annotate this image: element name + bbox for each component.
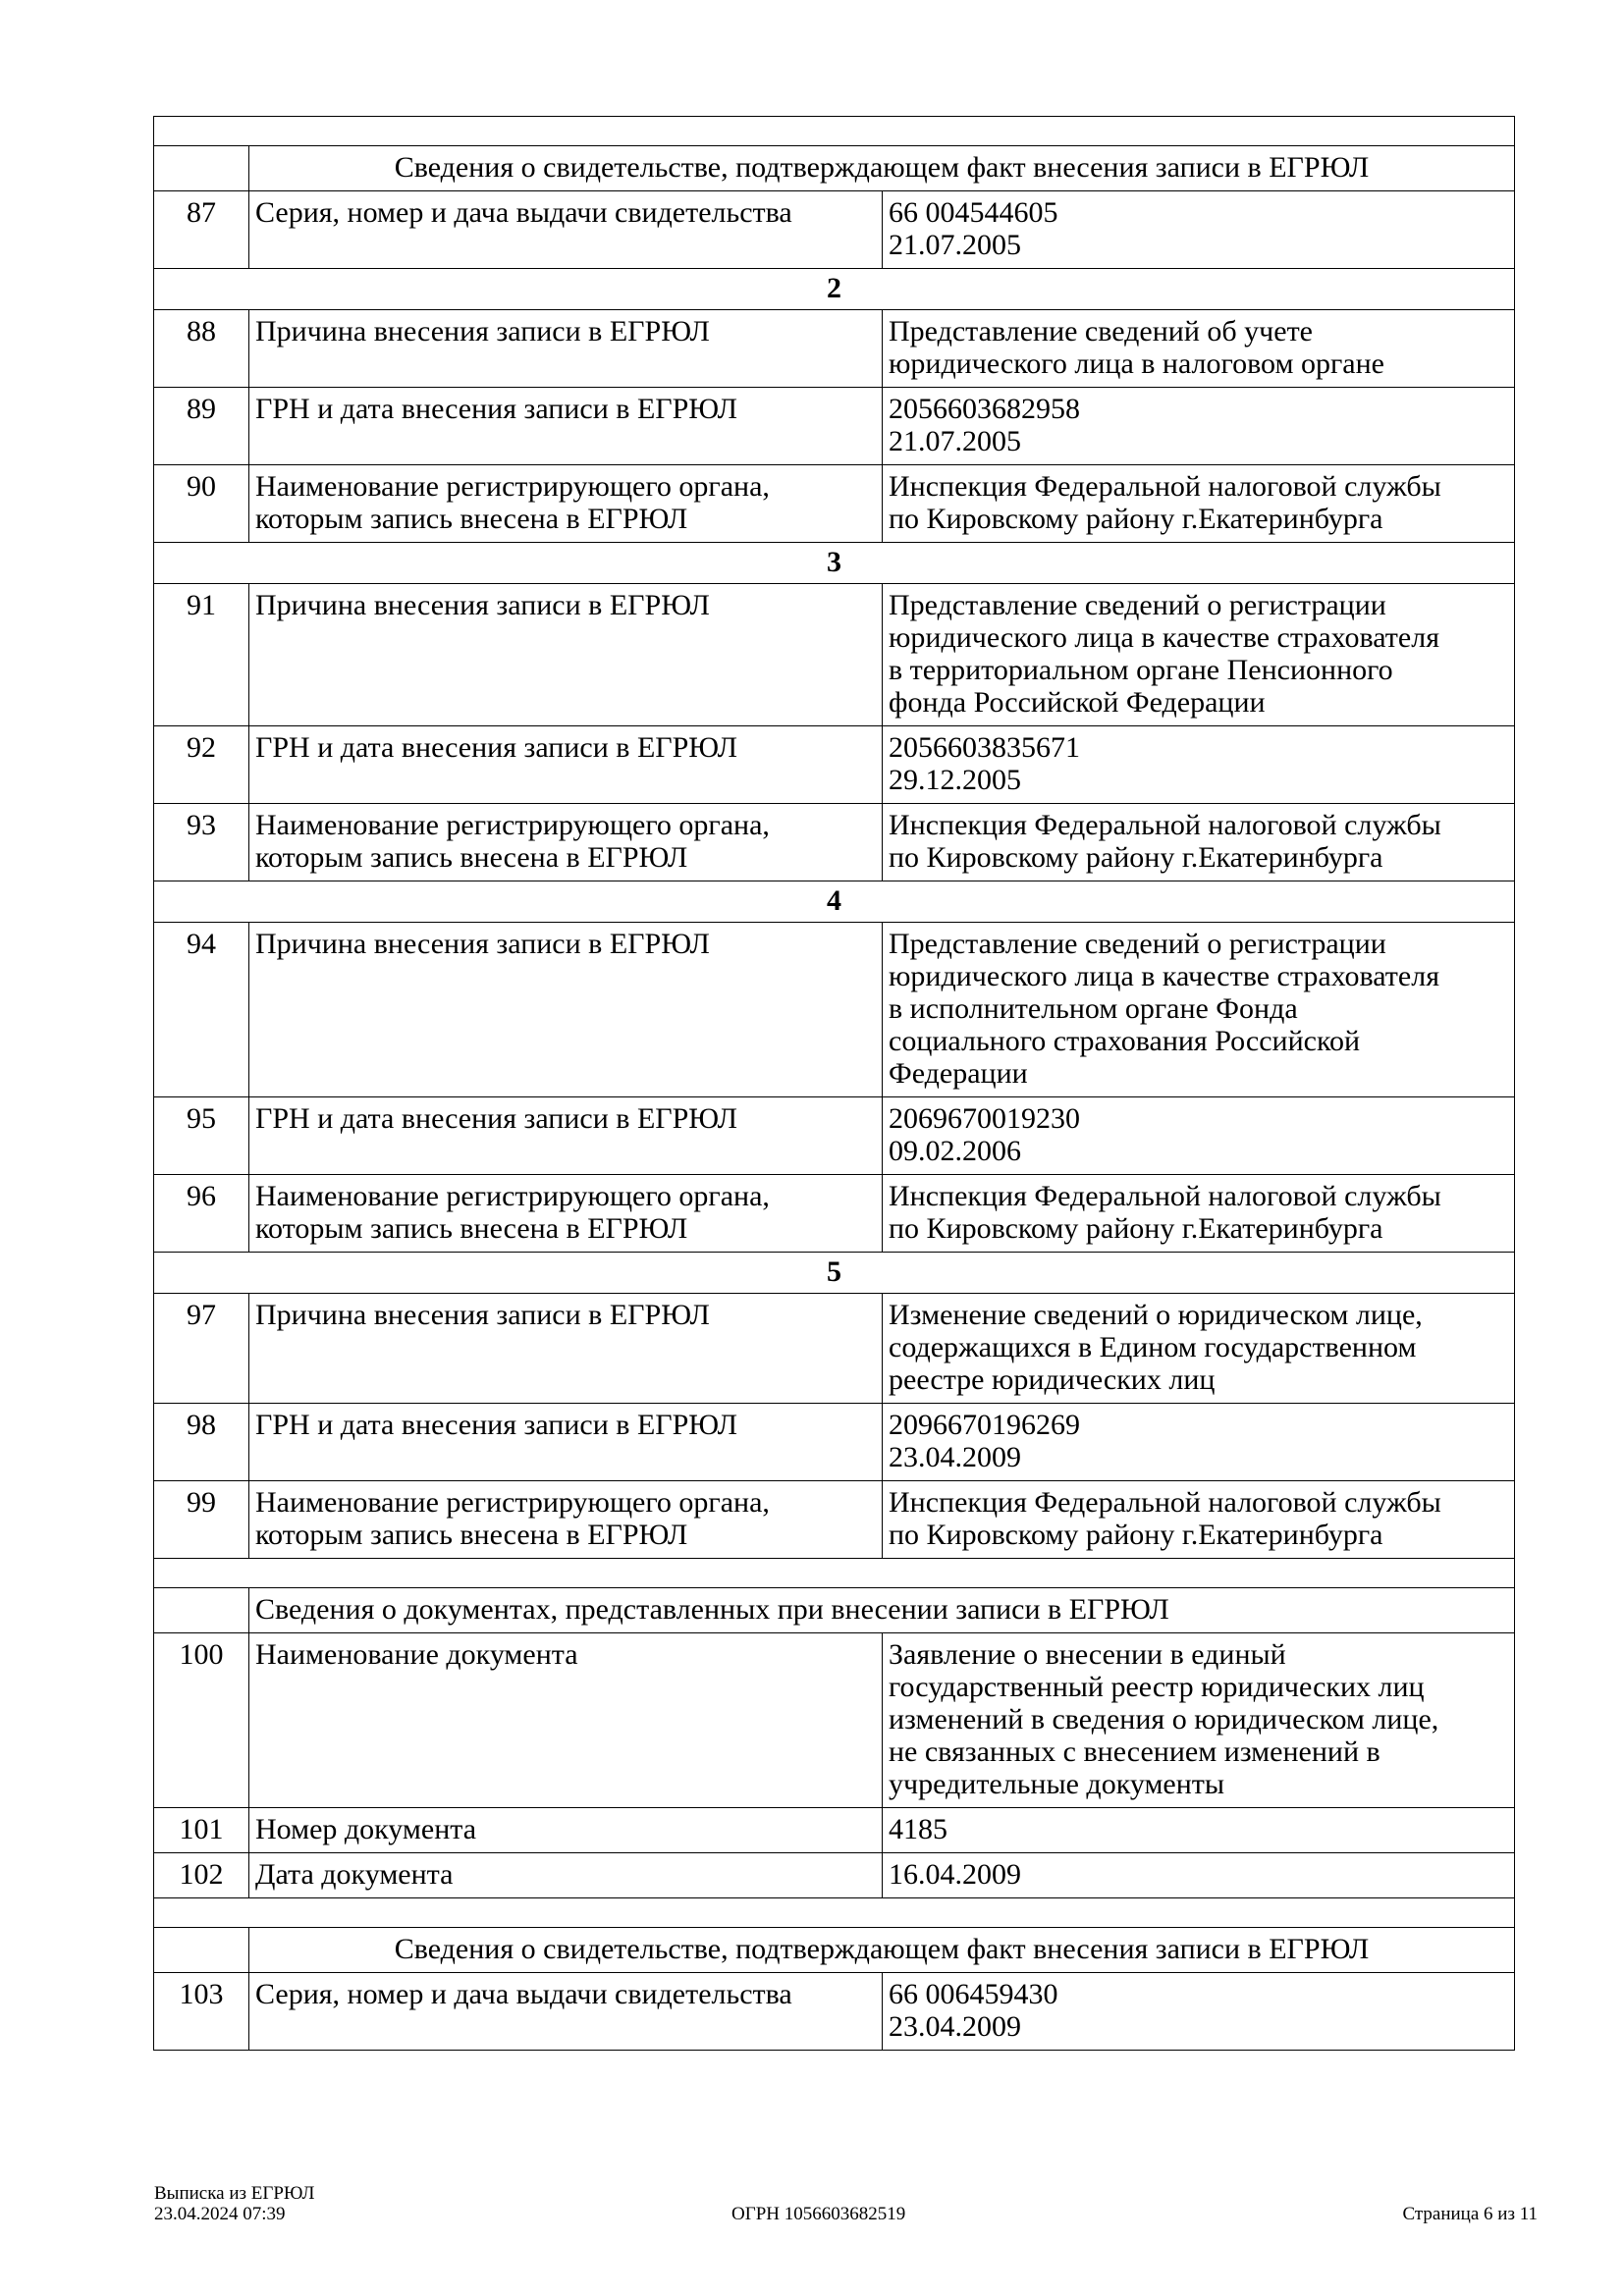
field-label: Серия, номер и дача выдачи свидетельства — [249, 1973, 883, 2051]
spacer-row — [154, 1898, 1515, 1928]
field-value: Изменение сведений о юридическом лице, содержащихся в Едином государственном реестре юридических лиц — [883, 1294, 1515, 1404]
field-label: Наименование регистрирующего органа, которым запись внесена в ЕГРЮЛ — [249, 804, 883, 881]
row-number: 90 — [154, 465, 249, 543]
table-row — [154, 191, 1515, 269]
row-number: 87 — [154, 191, 249, 269]
row-number: 100 — [154, 1633, 249, 1808]
field-label: ГРН и дата внесения записи в ЕГРЮЛ — [249, 1097, 883, 1175]
table-row — [154, 584, 1515, 726]
field-value: 2069670019230 09.02.2006 — [883, 1097, 1515, 1175]
field-label: Наименование документа — [249, 1633, 883, 1808]
table-row — [154, 1097, 1515, 1175]
section-header-num-cell — [154, 1588, 249, 1633]
field-value: Инспекция Федеральной налоговой службы по Кировскому району г.Екатеринбурга — [883, 465, 1515, 543]
record-group-number: 3 — [154, 543, 1515, 584]
table-row — [154, 923, 1515, 1097]
table-row — [154, 1481, 1515, 1559]
field-value: 66 004544605 21.07.2005 — [883, 191, 1515, 269]
section-header-num-cell — [154, 146, 249, 191]
row-number: 98 — [154, 1404, 249, 1481]
field-value: 16.04.2009 — [883, 1853, 1515, 1898]
footer-left — [154, 2183, 314, 2224]
field-label: Наименование регистрирующего органа, которым запись внесена в ЕГРЮЛ — [249, 465, 883, 543]
table-row — [154, 1294, 1515, 1404]
section-header-title: Сведения о свидетельстве, подтверждающем факт внесения записи в ЕГРЮЛ — [249, 146, 1515, 191]
field-value: Представление сведений о регистрации юридического лица в качестве страхователя в территориальном органе Пенсионного фонда Российской Федерации — [883, 584, 1515, 726]
record-group-number: 2 — [154, 269, 1515, 310]
row-number: 93 — [154, 804, 249, 881]
field-label: Наименование регистрирующего органа, которым запись внесена в ЕГРЮЛ — [249, 1481, 883, 1559]
spacer-cell — [154, 1898, 1515, 1928]
row-number: 92 — [154, 726, 249, 804]
field-label: Причина внесения записи в ЕГРЮЛ — [249, 1294, 883, 1404]
spacer-cell — [154, 1559, 1515, 1588]
field-value: Инспекция Федеральной налоговой службы по Кировскому району г.Екатеринбурга — [883, 1481, 1515, 1559]
field-label: ГРН и дата внесения записи в ЕГРЮЛ — [249, 388, 883, 465]
field-value: 2056603835671 29.12.2005 — [883, 726, 1515, 804]
table-row — [154, 804, 1515, 881]
table-row — [154, 726, 1515, 804]
record-group-number: 5 — [154, 1253, 1515, 1294]
row-number: 101 — [154, 1808, 249, 1853]
table-row — [154, 388, 1515, 465]
field-label: Серия, номер и дача выдачи свидетельства — [249, 191, 883, 269]
section-header-num-cell — [154, 1928, 249, 1973]
row-number: 99 — [154, 1481, 249, 1559]
record-group-row — [154, 269, 1515, 310]
table-row — [154, 1853, 1515, 1898]
section-header-row — [154, 146, 1515, 191]
footer-page-number: Страница 6 из 11 — [1402, 2204, 1538, 2224]
table-row — [154, 465, 1515, 543]
field-value: 4185 — [883, 1808, 1515, 1853]
record-group-row — [154, 881, 1515, 923]
field-label: ГРН и дата внесения записи в ЕГРЮЛ — [249, 1404, 883, 1481]
field-label: Наименование регистрирующего органа, которым запись внесена в ЕГРЮЛ — [249, 1175, 883, 1253]
row-number: 102 — [154, 1853, 249, 1898]
row-number: 89 — [154, 388, 249, 465]
footer-ogrn: ОГРН 1056603682519 — [731, 2204, 906, 2224]
record-group-row — [154, 1253, 1515, 1294]
field-label: Причина внесения записи в ЕГРЮЛ — [249, 584, 883, 726]
table-row — [154, 1808, 1515, 1853]
field-label: Номер документа — [249, 1808, 883, 1853]
field-label: Причина внесения записи в ЕГРЮЛ — [249, 310, 883, 388]
field-value: Инспекция Федеральной налоговой службы по Кировскому району г.Екатеринбурга — [883, 1175, 1515, 1253]
field-value: 2096670196269 23.04.2009 — [883, 1404, 1515, 1481]
field-value: Заявление о внесении в единый государственный реестр юридических лиц изменений в сведения о юридическом лице, не связанных с внесением изменений в учредительные документы — [883, 1633, 1515, 1808]
record-group-row — [154, 543, 1515, 584]
section-header-row — [154, 1928, 1515, 1973]
field-value: Представление сведений об учете юридического лица в налоговом органе — [883, 310, 1515, 388]
field-value: 66 006459430 23.04.2009 — [883, 1973, 1515, 2051]
row-number: 96 — [154, 1175, 249, 1253]
table-row — [154, 1404, 1515, 1481]
row-number: 97 — [154, 1294, 249, 1404]
field-label: ГРН и дата внесения записи в ЕГРЮЛ — [249, 726, 883, 804]
row-number: 91 — [154, 584, 249, 726]
table-row — [154, 1973, 1515, 2051]
field-value: Инспекция Федеральной налоговой службы по Кировскому району г.Екатеринбурга — [883, 804, 1515, 881]
spacer-cell — [154, 117, 1515, 146]
row-number: 95 — [154, 1097, 249, 1175]
field-value: 2056603682958 21.07.2005 — [883, 388, 1515, 465]
table-body — [154, 117, 1515, 2051]
table-row — [154, 1175, 1515, 1253]
row-number: 103 — [154, 1973, 249, 2051]
record-group-number: 4 — [154, 881, 1515, 923]
footer-document-title: Выписка из ЕГРЮЛ — [154, 2183, 315, 2204]
section-header-title: Сведения о документах, представленных при внесении записи в ЕГРЮЛ — [249, 1588, 1515, 1633]
section-header-row — [154, 1588, 1515, 1633]
field-label: Причина внесения записи в ЕГРЮЛ — [249, 923, 883, 1097]
table-row — [154, 310, 1515, 388]
table-row — [154, 1633, 1515, 1808]
row-number: 88 — [154, 310, 249, 388]
row-number: 94 — [154, 923, 249, 1097]
spacer-row — [154, 1559, 1515, 1588]
section-header-title: Сведения о свидетельстве, подтверждающем факт внесения записи в ЕГРЮЛ — [249, 1928, 1515, 1973]
field-label: Дата документа — [249, 1853, 883, 1898]
field-value: Представление сведений о регистрации юридического лица в качестве страхователя в исполнительном органе Фонда социального страхования Российской Федерации — [883, 923, 1515, 1097]
footer-datetime: 23.04.2024 07:39 — [154, 2204, 286, 2224]
spacer-row — [154, 117, 1515, 146]
egrul-extract-table — [153, 116, 1515, 2051]
